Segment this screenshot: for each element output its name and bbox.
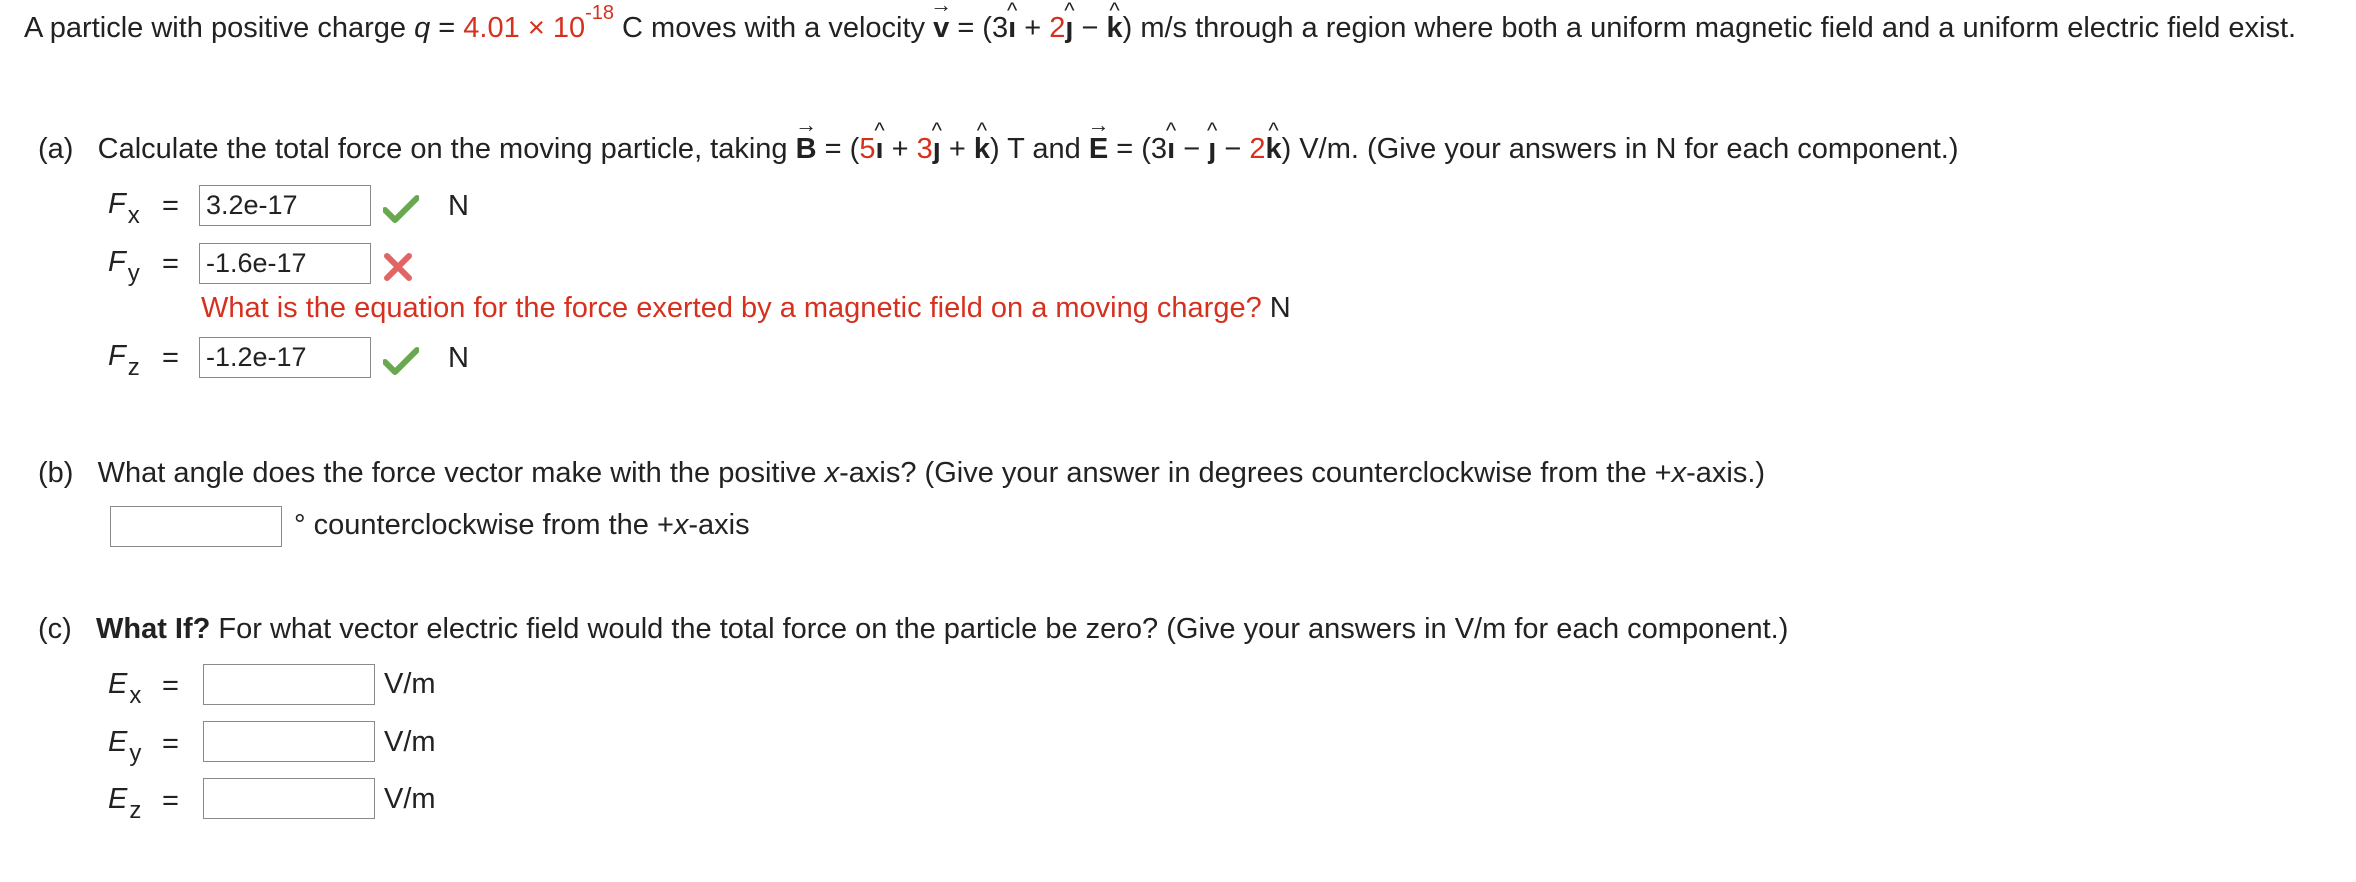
equals: =: [162, 190, 179, 222]
z-subscript: z: [127, 354, 140, 381]
velocity-y-coef: 2: [1049, 12, 1066, 44]
e-letter: E: [108, 726, 128, 758]
fy-feedback: [201, 292, 1291, 325]
fz-input[interactable]: [199, 337, 371, 378]
feedback-hint: What is the equation for the force exerted by a magnetic field on a moving charge?: [201, 292, 1262, 324]
part-a-text: Calculate the total force on the moving particle, taking: [97, 133, 788, 165]
plus: +: [1024, 12, 1042, 44]
e-letter: E: [108, 783, 128, 815]
equals: =: [162, 785, 179, 817]
i-hat: ^ ı: [1008, 8, 1016, 49]
angle-unit-text: ° counterclockwise from the +: [294, 509, 674, 541]
cross-icon: [383, 253, 413, 281]
i-hat: ^ ı: [1167, 128, 1175, 170]
plus: +: [948, 133, 966, 165]
q-symbol: q: [414, 12, 431, 44]
k-hat: ^ k: [1265, 128, 1281, 170]
x-subscript: x: [129, 682, 142, 709]
part-b-question: [38, 452, 1765, 494]
fx-input[interactable]: [199, 185, 371, 226]
equals: =: [162, 670, 179, 702]
ex-input[interactable]: [203, 664, 375, 705]
angle-input[interactable]: [110, 506, 282, 547]
f-letter: F: [108, 340, 126, 372]
ex-unit: V/m: [384, 668, 436, 700]
ey-input[interactable]: [203, 721, 375, 762]
fx-label: [108, 188, 140, 229]
velocity-vector-symbol: → v: [933, 8, 949, 49]
problem-intro: [24, 2, 2324, 49]
b-y-coef: 3: [916, 133, 933, 165]
plus: +: [891, 133, 909, 165]
e-letter: E: [108, 668, 128, 700]
ey-unit: V/m: [384, 726, 436, 758]
x-symbol: x: [673, 509, 689, 541]
b-close: ) T and: [989, 133, 1081, 165]
k-hat: ^ k: [974, 128, 990, 170]
part-b-label: (b): [38, 457, 74, 489]
equals: =: [162, 342, 179, 374]
what-if-label: What If?: [96, 613, 211, 645]
equals: =: [162, 728, 179, 760]
f-letter: F: [108, 246, 126, 278]
part-c-label: (c): [38, 613, 72, 645]
fz-unit: N: [448, 342, 469, 374]
ey-label: [108, 726, 142, 767]
times-sign: ×: [527, 12, 545, 44]
e-vector-symbol: → E: [1089, 128, 1108, 170]
charge-base: [552, 2, 614, 44]
ez-unit: V/m: [384, 783, 436, 815]
j-hat: ^ ȷ: [1208, 128, 1216, 170]
part-b-text: What angle does the force vector make with the positive: [97, 457, 817, 489]
equals: =: [438, 12, 456, 44]
e-z-coef: 2: [1249, 133, 1266, 165]
fz-label: [108, 340, 140, 381]
part-a-question: [38, 128, 1959, 170]
part-c-text: For what vector electric field would the total force on the particle be zero? (Give your answers in V/m for each component.): [218, 613, 1789, 645]
angle-unit: [294, 509, 750, 542]
equals: =: [162, 248, 179, 280]
part-b-text-3: -axis.): [1686, 457, 1766, 489]
k-hat: ^ k: [1106, 8, 1122, 49]
b-open: = (: [824, 133, 860, 165]
b-x-coef: 5: [859, 133, 876, 165]
fx-unit: N: [448, 190, 469, 222]
charge-mantissa: 4.01: [463, 12, 520, 44]
minus: −: [1183, 133, 1201, 165]
ex-label: [108, 668, 142, 709]
e-close: ) V/m. (Give your answers in N for each component.): [1281, 133, 1959, 165]
intro-text-2: C moves with a velocity: [622, 12, 926, 44]
check-icon: [383, 347, 419, 375]
i-hat: ^ ı: [875, 128, 883, 170]
feedback-unit: N: [1269, 292, 1291, 324]
j-hat: ^ ȷ: [933, 128, 941, 170]
x-subscript: x: [127, 202, 140, 229]
charge-exponent: -18: [585, 2, 614, 24]
angle-unit-end: -axis: [688, 509, 750, 541]
minus: −: [1081, 12, 1099, 44]
b-vector-symbol: → B: [796, 128, 817, 170]
velocity-open: = (3: [957, 12, 1009, 44]
x-symbol: x: [1671, 457, 1687, 489]
ez-label: [108, 783, 142, 824]
z-subscript: z: [129, 797, 142, 824]
x-symbol: x: [824, 457, 840, 489]
y-subscript: y: [127, 260, 140, 287]
minus: −: [1224, 133, 1242, 165]
ez-input[interactable]: [203, 778, 375, 819]
part-a-label: (a): [38, 133, 74, 165]
j-hat: ^ ȷ: [1065, 8, 1073, 49]
y-subscript: y: [129, 740, 142, 767]
f-letter: F: [108, 188, 126, 220]
part-c-question: [38, 608, 1788, 650]
check-icon: [383, 195, 419, 223]
ten: 10: [552, 12, 586, 44]
intro-text-3: ) m/s through a region where both a uniform magnetic field and a uniform electric field exist.: [1122, 12, 2297, 44]
intro-text: A particle with positive charge: [24, 12, 407, 44]
e-open: = (3: [1116, 133, 1168, 165]
fy-input[interactable]: [199, 243, 371, 284]
part-b-text-2: -axis? (Give your answer in degrees counterclockwise from the +: [839, 457, 1672, 489]
fy-label: [108, 246, 140, 287]
